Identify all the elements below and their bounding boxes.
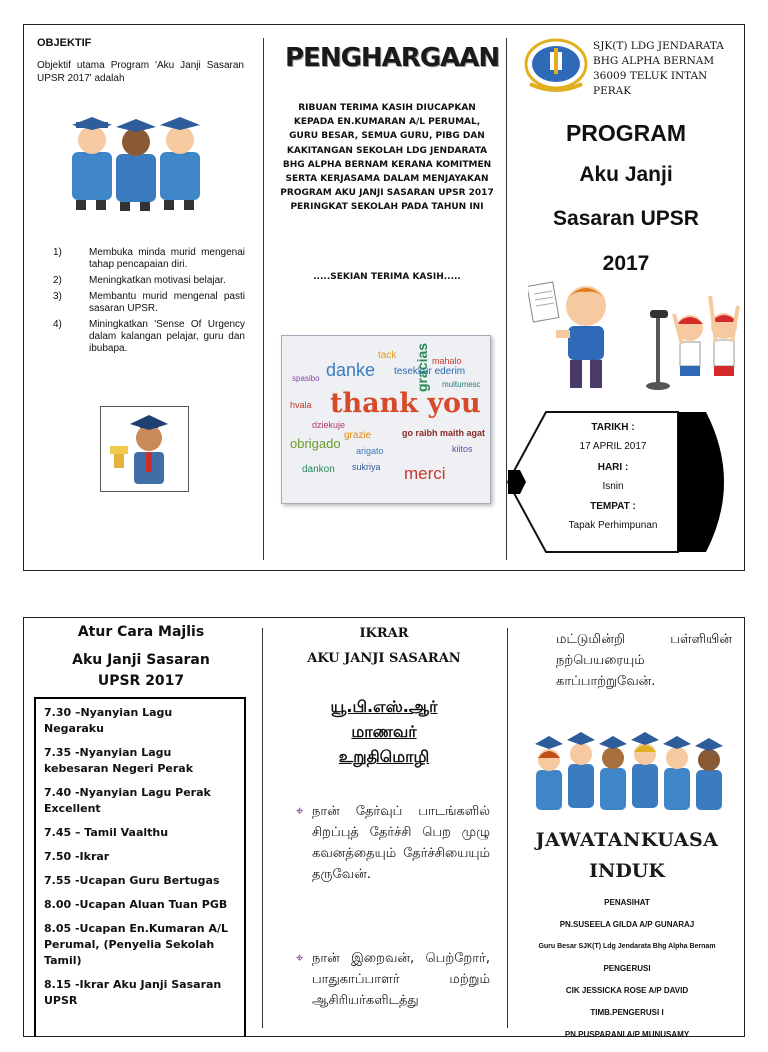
- cover-program-label: PROGRAM: [565, 120, 687, 146]
- school-address-line: 36009 TELUK INTAN: [593, 70, 708, 82]
- boy-with-paper-illustration: [528, 278, 620, 394]
- cloud-word: obrigado: [290, 436, 341, 451]
- graduate-figure: [599, 736, 627, 810]
- penghargaan-title: PENGHARGAAN: [285, 43, 500, 73]
- hari-label: HARI :: [597, 462, 629, 473]
- cloud-word: multumesc: [442, 380, 481, 389]
- tempat-label: TEMPAT :: [590, 501, 636, 512]
- schedule-item: 8.05 -Ucapan En.Kumaran A/L Perumal, (Penyelia Sekolah Tamil): [44, 922, 228, 967]
- ikrar-subtitle: AKU JANJI SASARAN: [307, 651, 461, 666]
- graduate-kid-1: [72, 117, 112, 210]
- timb-pengerusi-name: PN.PUSPARANI A/P MUNUSAMY: [564, 1030, 690, 1039]
- pledge-text: நான் தேர்வுப் பாடங்களில் சிறப்புத் தேர்ச்சி பெற முழு கவனத்தையும் தேர்ச்சியையும் தருவேன்.: [312, 804, 490, 882]
- schedule-item: 8.15 -Ikrar Aku Janji Sasaran UPSR: [44, 978, 222, 1007]
- tarikh-label: TARIKH :: [591, 422, 635, 433]
- atur-cara-subtitle-2: UPSR 2017: [97, 673, 185, 689]
- pledge-continuation: மட்டுமின்றி பள்ளியின் நற்பெயரையும் காப்பாற்றுவேன்.: [556, 632, 732, 689]
- atur-cara-subtitle: Aku Janji Sasaran: [72, 652, 210, 668]
- ikrar-tamil-title-2: மாணவர்: [351, 722, 417, 741]
- cloud-word: gracias: [414, 342, 430, 392]
- graduate-figure: [663, 736, 691, 810]
- jawatankuasa-subtitle: INDUK: [589, 860, 665, 882]
- schedule-item: 7.50 -Ikrar: [44, 850, 110, 863]
- bullet-icon: ⌖: [296, 804, 304, 819]
- tarikh-value: 17 APRIL 2017: [579, 441, 647, 452]
- cloud-word: tesekkur ederim: [394, 366, 466, 377]
- ikrar-title: IKRAR: [359, 626, 409, 641]
- graduate-kids-illustration: [66, 112, 208, 214]
- cloud-word: mahalo: [432, 356, 462, 366]
- penasihat-label: PENASIHAT: [604, 898, 650, 907]
- microphone-kids-illustration: [640, 286, 744, 392]
- cloud-word: tack: [378, 350, 397, 361]
- top-fold-line-1: [263, 38, 264, 560]
- objektif-item: 2) Meningkatkan motivasi belajar.: [53, 275, 226, 286]
- committee-list: [520, 898, 734, 1052]
- cloud-word: spasibo: [292, 374, 320, 383]
- school-address-line: BHG ALPHA BERNAM: [593, 55, 715, 67]
- cloud-word: danke: [326, 360, 376, 380]
- school-address-line: PERAK: [593, 85, 632, 97]
- cloud-word: kiitos: [452, 444, 473, 454]
- school-crest-logo: [524, 34, 588, 98]
- school-address-line: SJK(T) LDG JENDARATA: [593, 40, 724, 52]
- pengerusi-label: PENGERUSI: [603, 964, 651, 973]
- tempat-value: Tapak Perhimpunan: [568, 520, 658, 531]
- penghargaan-body: RIBUAN TERIMA KASIH DIUCAPKAN KEPADA EN.KUMARAN A/L PERUMAL, GURU BESAR, SEMUA GURU, PIBG DAN KAKITANGAN SEKOLAH LDG JENDARATA BHG ALPHA BERNAM KERANA KOMITMEN SERTA KERJASAMA DALAM MENJAYAKAN PROGRAM AKU JANJI SASARAN UPSR 2017 PERINGKAT SEKOLAH PADA TAHUN INI: [280, 103, 494, 213]
- schedule-box: [34, 697, 246, 1037]
- ikrar-tamil-title-3: உறுதிமொழி: [338, 747, 430, 766]
- cloud-word: grazie: [344, 430, 372, 441]
- ikrar-tamil-title-1: யூ.பி.எஸ்.ஆர்: [330, 697, 438, 716]
- penasihat-role: Guru Besar SJK(T) Ldg Jendarata Bhg Alpha Bernam: [538, 943, 716, 950]
- cloud-word: hvala: [290, 400, 312, 410]
- schedule-item: 8.00 -Ucapan Aluan Tuan PGB: [44, 898, 228, 911]
- bullet-icon: ⌖: [296, 951, 304, 966]
- cloud-word: sukriya: [352, 462, 381, 472]
- objektif-item: 3) Membantu murid mengenal pasti sasaran UPSR.: [53, 291, 245, 314]
- graduates-group-illustration: [532, 724, 732, 824]
- timb-pengerusi-label: TIMB.PENGERUSI I: [590, 1008, 664, 1017]
- graduate-kid-3: [160, 117, 200, 210]
- graduate-kid-2: [116, 119, 156, 211]
- schedule-item: 7.45 – Tamil Vaalthu: [44, 826, 169, 839]
- school-address: [593, 39, 724, 99]
- atur-cara-title: Atur Cara Majlis: [77, 624, 205, 640]
- pledge-2: [296, 948, 490, 1011]
- objektif-list: [53, 247, 245, 359]
- pledge-text: நான் இறைவன், பெற்றோர், பாதுகாப்பாளர் மற்றும் ஆசிரியர்களிடத்து: [312, 951, 490, 1008]
- objektif-heading: OBJEKTIF: [37, 37, 92, 49]
- cloud-word: thank you: [330, 388, 481, 419]
- penghargaan-closing: .....SEKIAN TERIMA KASIH.....: [313, 272, 461, 282]
- pledge-1: [296, 801, 490, 885]
- cloud-word: arigato: [356, 446, 384, 456]
- penasihat-name: PN.SUSEELA GILDA A/P GUNARAJ: [559, 920, 695, 929]
- cover-year: 2017: [602, 252, 650, 275]
- bottom-fold-line-2: [507, 628, 508, 1028]
- schedule-item: 7.35 -Nyanyian Lagu kebesaran Negeri Perak: [44, 746, 194, 775]
- graduate-figure: [567, 732, 595, 808]
- bottom-fold-line-1: [262, 628, 263, 1028]
- cloud-word: dankon: [302, 464, 335, 475]
- objektif-intro: Objektif utama Program 'Aku Janji Sasaran UPSR 2017' adalah: [37, 60, 244, 84]
- graduate-boy-trophy-picture: [100, 406, 189, 492]
- objektif-item: 4) Miningkatkan 'Sense Of Urgency dalam kalangan pelajar, guru dan ibubapa.: [53, 319, 245, 354]
- cloud-word: merci: [404, 464, 446, 483]
- objektif-item: 1) Membuka minda murid mengenai tahap pencapaian diri.: [53, 247, 245, 270]
- cloud-word: go raibh maith agat: [402, 428, 486, 438]
- graduate-figure: [535, 736, 563, 810]
- schedule-item: 7.30 –Nyanyian Lagu Negaraku: [44, 706, 173, 735]
- schedule-item: 7.55 -Ucapan Guru Bertugas: [44, 874, 220, 887]
- schedule-item: 7.40 -Nyanyian Lagu Perak Excellent: [44, 786, 211, 815]
- cover-title-line1: Aku Janji: [579, 163, 673, 186]
- jawatankuasa-title: JAWATANKUASA: [535, 829, 719, 851]
- hari-value: Isnin: [602, 481, 624, 492]
- pengerusi-name: CIK JESSICKA ROSE A/P DAVID: [565, 986, 689, 995]
- cloud-word: dziekuje: [312, 420, 346, 430]
- cover-title-line2: Sasaran UPSR: [553, 207, 699, 230]
- thank-you-word-cloud: [281, 335, 491, 504]
- graduate-figure: [695, 738, 723, 810]
- graduate-figure: [631, 732, 659, 808]
